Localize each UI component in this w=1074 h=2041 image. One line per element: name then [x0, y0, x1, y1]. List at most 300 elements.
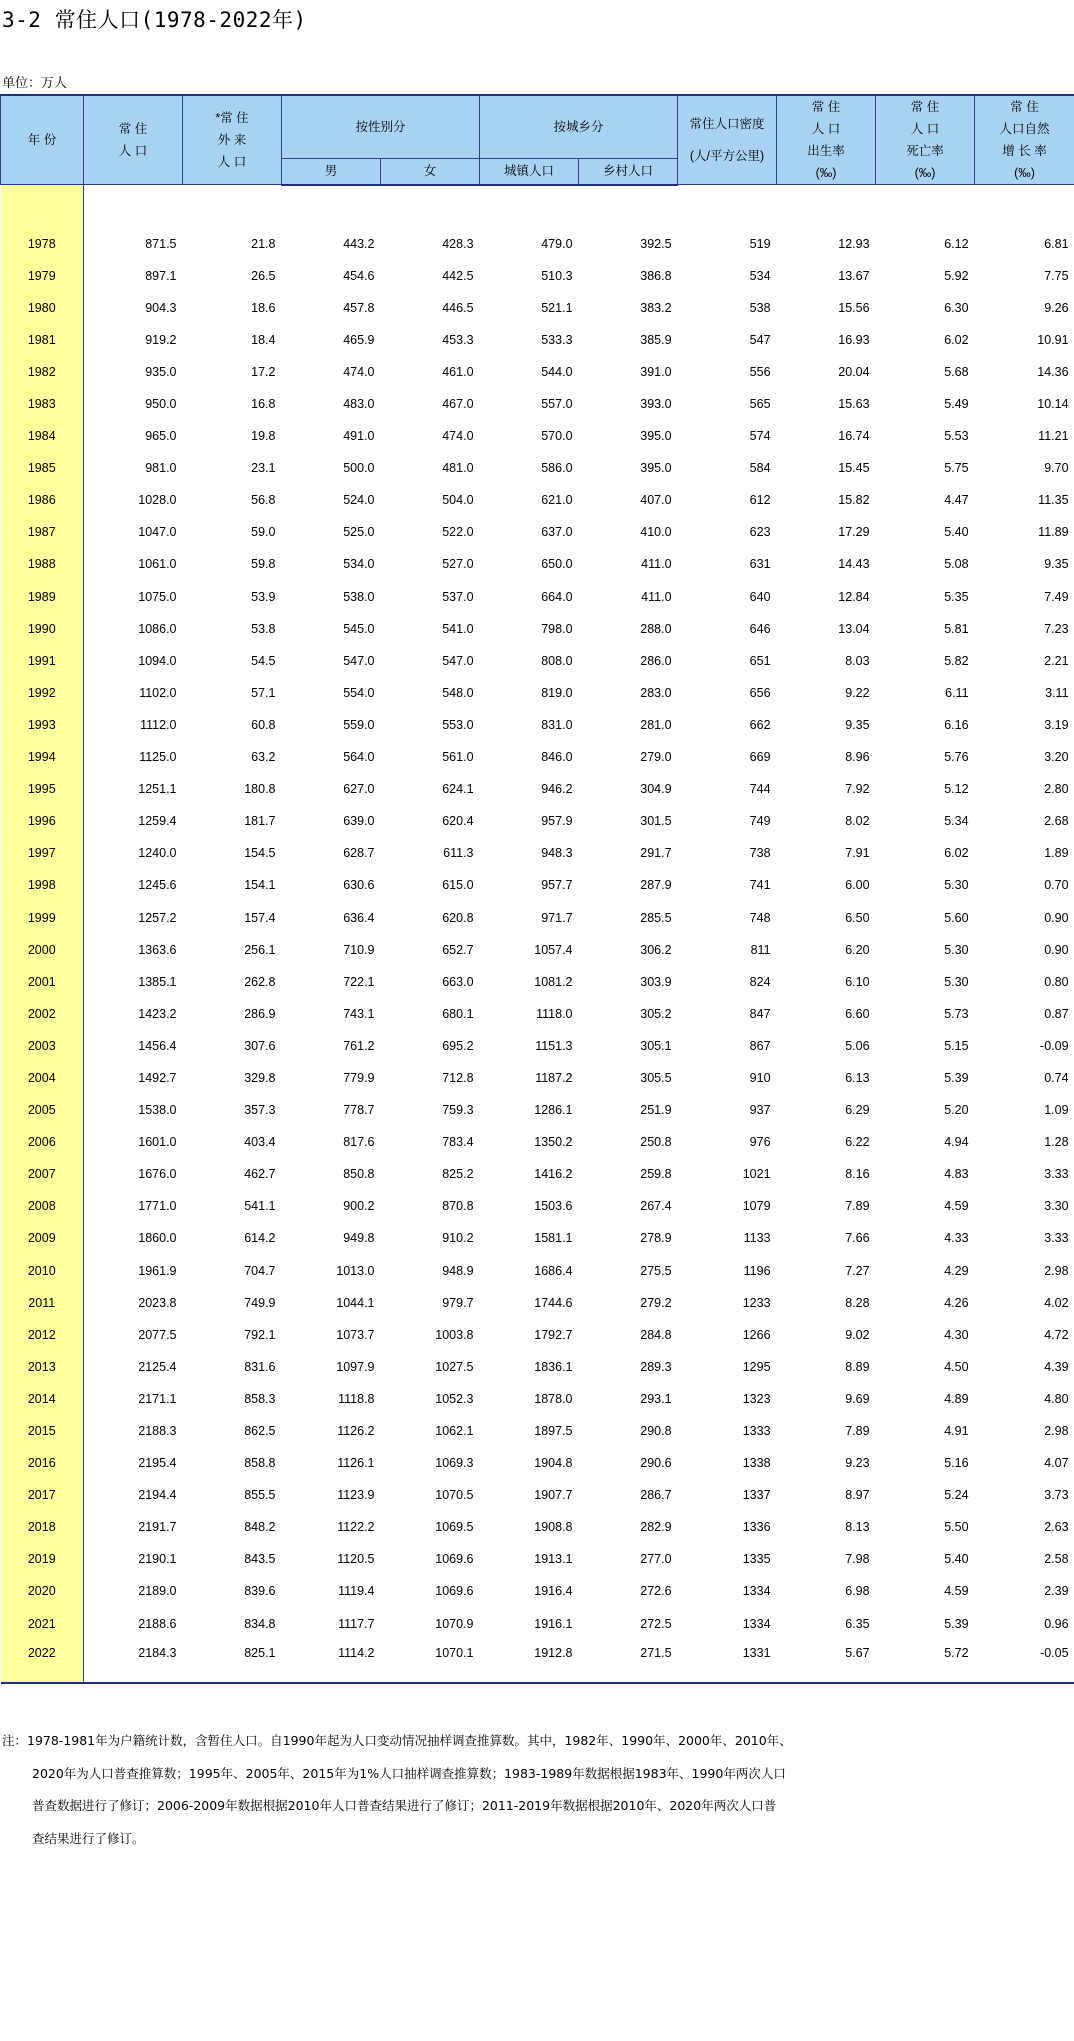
table-row — [1, 292, 1074, 324]
cell-urban: 1350.2 — [534, 1135, 573, 1150]
cell-death-rate: 5.40 — [944, 525, 969, 540]
cell-density: 847 — [749, 1006, 771, 1021]
cell-growth-rate: 3.30 — [1044, 1199, 1069, 1214]
cell-female: 561.0 — [442, 750, 474, 765]
cell-male: 1122.2 — [337, 1520, 375, 1535]
cell-birth-rate: 17.29 — [838, 525, 870, 540]
cell-death-rate: 5.53 — [944, 429, 969, 444]
cell-density: 1331 — [678, 1640, 777, 1683]
cell-migrant: 18.6 — [251, 300, 276, 315]
cell-growth-rate: -0.05 — [975, 1640, 1074, 1683]
cell-resident: 935.0 — [145, 364, 177, 379]
cell-year: 1987 — [1, 516, 84, 548]
table-row — [1, 837, 1074, 869]
table-row — [1, 1415, 1074, 1447]
cell-male: 457.8 — [343, 300, 375, 315]
cell-female: 527.0 — [442, 557, 474, 572]
cell-migrant: 704.7 — [244, 1263, 276, 1278]
cell-growth-rate: 6.81 — [1044, 236, 1069, 251]
cell-migrant: 843.5 — [244, 1552, 276, 1567]
cell-rural: 271.5 — [579, 1640, 678, 1683]
cell-density: 1266 — [742, 1327, 771, 1342]
cell-death-rate: 5.30 — [944, 942, 969, 957]
cell-birth-rate: 15.56 — [838, 300, 870, 315]
cell-resident: 2188.6 — [138, 1616, 177, 1631]
cell-birth-rate: 9.22 — [845, 685, 870, 700]
cell-year: 1979 — [1, 260, 84, 292]
cell-rural: 303.9 — [640, 974, 672, 989]
cell-urban: 544.0 — [541, 364, 573, 379]
cell-rural: 283.0 — [640, 685, 672, 700]
cell-urban: 521.1 — [541, 300, 573, 315]
cell-female: 467.0 — [442, 397, 474, 412]
cell-rural: 306.2 — [640, 942, 672, 957]
cell-birth-rate: 6.20 — [845, 942, 870, 957]
cell-death-rate: 5.68 — [944, 364, 969, 379]
cell-female: 453.3 — [442, 332, 474, 347]
cell-migrant: 157.4 — [244, 910, 276, 925]
cell-death-rate: 4.29 — [944, 1263, 969, 1278]
cell-urban: 1057.4 — [534, 942, 573, 957]
cell-resident: 1257.2 — [138, 910, 177, 925]
cell-urban: 1913.1 — [534, 1552, 573, 1567]
cell-female: 825.2 — [442, 1167, 474, 1182]
cell-rural: 291.7 — [640, 846, 672, 861]
header-death-rate: 常 住 人 口 死亡率 (‰) — [876, 95, 975, 185]
cell-resident: 1028.0 — [138, 493, 177, 508]
cell-death-rate: 5.24 — [944, 1488, 969, 1503]
cell-migrant: 307.6 — [244, 1038, 276, 1053]
cell-migrant: 614.2 — [244, 1231, 276, 1246]
cell-migrant: 462.7 — [244, 1167, 276, 1182]
table-row — [1, 1447, 1074, 1479]
cell-year: 1983 — [1, 388, 84, 420]
cell-density: 1323 — [742, 1391, 771, 1406]
cell-male: 627.0 — [343, 782, 375, 797]
cell-migrant: 181.7 — [244, 814, 276, 829]
cell-resident: 1492.7 — [138, 1070, 177, 1085]
cell-female: 948.9 — [442, 1263, 474, 1278]
cell-urban: 1187.2 — [535, 1070, 573, 1085]
cell-year: 1997 — [1, 837, 84, 869]
cell-rural: 272.6 — [640, 1584, 672, 1599]
cell-year: 1985 — [1, 452, 84, 484]
cell-resident: 2171.1 — [138, 1391, 177, 1406]
cell-migrant: 23.1 — [251, 461, 276, 476]
cell-resident: 919.2 — [145, 332, 177, 347]
cell-birth-rate: 7.89 — [845, 1199, 870, 1214]
cell-urban: 586.0 — [541, 461, 573, 476]
cell-rural: 277.0 — [640, 1552, 672, 1567]
cell-growth-rate: 11.35 — [1038, 493, 1069, 508]
cell-male: 1123.9 — [337, 1488, 375, 1503]
cell-birth-rate: 7.92 — [845, 782, 870, 797]
cell-female: 783.4 — [442, 1135, 474, 1150]
cell-year: 2014 — [1, 1383, 84, 1415]
header-migrant: *常 住 外 来 人 口 — [183, 95, 282, 185]
cell-male: 779.9 — [343, 1070, 375, 1085]
cell-urban: 479.0 — [541, 236, 573, 251]
cell-rural: 250.8 — [640, 1135, 672, 1150]
cell-migrant: 839.6 — [244, 1584, 276, 1599]
cell-death-rate: 5.16 — [944, 1456, 969, 1471]
cell-male: 559.0 — [343, 717, 375, 732]
cell-rural: 288.0 — [640, 621, 672, 636]
header-female: 女 — [381, 159, 480, 185]
cell-birth-rate: 8.28 — [845, 1295, 870, 1310]
cell-migrant: 26.5 — [251, 268, 276, 283]
cell-growth-rate: 2.63 — [1044, 1520, 1069, 1535]
cell-growth-rate: 2.58 — [1044, 1552, 1069, 1567]
cell-rural: 251.9 — [640, 1103, 672, 1118]
cell-year: 1992 — [1, 677, 84, 709]
cell-year: 2001 — [1, 966, 84, 998]
cell-birth-rate: 14.43 — [838, 557, 870, 572]
cell-year: 1978 — [1, 228, 84, 260]
cell-death-rate: 5.50 — [944, 1520, 969, 1535]
cell-birth-rate: 13.04 — [838, 621, 870, 636]
cell-birth-rate: 9.23 — [845, 1456, 870, 1471]
cell-year: 2011 — [1, 1287, 84, 1319]
cell-rural: 282.9 — [640, 1520, 672, 1535]
header-year: 年 份 — [1, 95, 84, 185]
cell-density: 1133 — [743, 1231, 771, 1246]
cell-rural: 290.8 — [640, 1424, 672, 1439]
cell-growth-rate: 9.26 — [1044, 300, 1069, 315]
table-row — [1, 581, 1074, 613]
cell-year: 2015 — [1, 1415, 84, 1447]
cell-male: 743.1 — [343, 1006, 375, 1021]
table-row — [1, 998, 1074, 1030]
cell-male: 761.2 — [343, 1038, 375, 1053]
cell-growth-rate: 7.49 — [1044, 589, 1069, 604]
cell-resident: 2195.4 — [138, 1456, 177, 1471]
header-urban: 城镇人口 — [480, 159, 579, 185]
cell-urban: 1907.7 — [534, 1488, 573, 1503]
cell-resident: 897.1 — [145, 268, 177, 283]
cell-birth-rate: 8.89 — [845, 1359, 870, 1374]
cell-resident: 2188.3 — [138, 1424, 177, 1439]
cell-urban: 1836.1 — [534, 1359, 573, 1374]
cell-male: 1126.1 — [337, 1456, 375, 1471]
cell-male: 547.0 — [343, 653, 375, 668]
cell-migrant: 19.8 — [251, 429, 276, 444]
cell-birth-rate: 15.63 — [838, 397, 870, 412]
table-row — [1, 1255, 1074, 1287]
cell-migrant: 17.2 — [251, 364, 276, 379]
cell-urban: 570.0 — [541, 429, 573, 444]
cell-death-rate: 4.83 — [944, 1167, 969, 1182]
cell-growth-rate: 7.75 — [1044, 268, 1069, 283]
cell-growth-rate: 14.36 — [1037, 364, 1069, 379]
cell-death-rate: 6.02 — [944, 332, 969, 347]
cell-growth-rate: 1.89 — [1044, 846, 1069, 861]
cell-death-rate: 5.12 — [944, 782, 969, 797]
cell-urban: 1286.1 — [534, 1103, 573, 1118]
cell-year: 2016 — [1, 1447, 84, 1479]
cell-year: 2006 — [1, 1126, 84, 1158]
cell-growth-rate: 9.70 — [1044, 461, 1069, 476]
cell-rural: 305.1 — [640, 1038, 672, 1053]
cell-rural: 395.0 — [640, 461, 672, 476]
cell-year: 2005 — [1, 1094, 84, 1126]
cell-growth-rate: 1.09 — [1044, 1103, 1069, 1118]
cell-migrant: 262.8 — [244, 974, 276, 989]
cell-density: 623 — [749, 525, 771, 540]
cell-birth-rate: 6.13 — [845, 1070, 870, 1085]
cell-density: 1233 — [742, 1295, 771, 1310]
cell-birth-rate: 8.03 — [845, 653, 870, 668]
cell-urban: 1118.0 — [536, 1006, 573, 1021]
cell-female: 547.0 — [442, 653, 474, 668]
cell-density: 1336 — [742, 1520, 771, 1535]
cell-female: 481.0 — [442, 461, 474, 476]
cell-density: 1334 — [742, 1616, 771, 1631]
cell-death-rate: 4.33 — [944, 1231, 969, 1246]
cell-death-rate: 5.39 — [944, 1616, 969, 1631]
cell-birth-rate: 7.98 — [845, 1552, 870, 1567]
cell-female: 910.2 — [442, 1231, 474, 1246]
cell-migrant: 53.8 — [251, 621, 276, 636]
cell-birth-rate: 6.00 — [845, 878, 870, 893]
cell-migrant: 541.1 — [244, 1199, 276, 1214]
cell-birth-rate: 6.60 — [845, 1006, 870, 1021]
cell-birth-rate: 6.22 — [845, 1135, 870, 1150]
cell-growth-rate: 0.90 — [1044, 910, 1069, 925]
header-density: 常住人口密度 (人/平方公里) — [678, 95, 777, 185]
cell-urban: 1686.4 — [534, 1263, 573, 1278]
cell-death-rate: 4.50 — [944, 1359, 969, 1374]
cell-male: 1073.7 — [336, 1327, 375, 1342]
cell-female: 712.8 — [442, 1070, 474, 1085]
cell-growth-rate: 4.72 — [1044, 1327, 1069, 1342]
cell-death-rate: 4.30 — [944, 1327, 969, 1342]
cell-density: 748 — [749, 910, 771, 925]
cell-year: 2007 — [1, 1158, 84, 1190]
cell-female: 1069.6 — [435, 1584, 474, 1599]
cell-male: 639.0 — [343, 814, 375, 829]
cell-urban: 1897.5 — [534, 1424, 573, 1439]
cell-year: 2000 — [1, 934, 84, 966]
cell-density: 1079 — [742, 1199, 771, 1214]
cell-urban: 831.0 — [541, 717, 573, 732]
cell-male: 817.6 — [343, 1135, 375, 1150]
cell-female: 541.0 — [442, 621, 474, 636]
cell-rural: 279.0 — [640, 750, 672, 765]
cell-female: 446.5 — [442, 300, 474, 315]
cell-year: 2012 — [1, 1319, 84, 1351]
cell-death-rate: 5.75 — [944, 461, 969, 476]
table-body — [1, 185, 1074, 1683]
cell-density: 574 — [749, 429, 771, 444]
cell-birth-rate: 16.93 — [838, 332, 870, 347]
cell-death-rate: 6.30 — [944, 300, 969, 315]
cell-year: 1991 — [1, 645, 84, 677]
table-row — [1, 966, 1074, 998]
cell-death-rate: 5.08 — [944, 557, 969, 572]
cell-density: 1334 — [742, 1584, 771, 1599]
cell-resident: 965.0 — [145, 429, 177, 444]
cell-male: 1120.5 — [337, 1552, 375, 1567]
cell-urban: 533.3 — [541, 332, 573, 347]
cell-density: 744 — [749, 782, 771, 797]
cell-death-rate: 5.15 — [944, 1038, 969, 1053]
cell-female: 1070.1 — [381, 1640, 480, 1683]
cell-urban: 946.2 — [541, 782, 573, 797]
cell-female: 615.0 — [442, 878, 474, 893]
cell-migrant: 403.4 — [244, 1135, 276, 1150]
cell-male: 722.1 — [343, 974, 375, 989]
cell-death-rate: 6.12 — [944, 236, 969, 251]
cell-birth-rate: 16.74 — [838, 429, 870, 444]
cell-rural: 386.8 — [640, 268, 672, 283]
cell-urban: 1503.6 — [534, 1199, 573, 1214]
cell-birth-rate: 20.04 — [838, 364, 870, 379]
cell-density: 612 — [749, 493, 771, 508]
cell-migrant: 154.5 — [244, 846, 276, 861]
cell-female: 1062.1 — [435, 1424, 474, 1439]
cell-migrant: 59.8 — [251, 557, 276, 572]
cell-density: 1338 — [742, 1456, 771, 1471]
cell-year: 1984 — [1, 420, 84, 452]
cell-male: 483.0 — [343, 397, 375, 412]
cell-male: 454.6 — [343, 268, 375, 283]
cell-death-rate: 4.26 — [944, 1295, 969, 1310]
cell-male: 778.7 — [343, 1103, 375, 1118]
table-row — [1, 677, 1074, 709]
cell-migrant: 56.8 — [251, 493, 276, 508]
cell-growth-rate: 3.19 — [1044, 717, 1069, 732]
table-row — [1, 1543, 1074, 1575]
cell-rural: 267.4 — [640, 1199, 672, 1214]
cell-density: 1021 — [742, 1167, 771, 1182]
cell-male: 465.9 — [343, 332, 375, 347]
cell-male: 1097.9 — [336, 1359, 375, 1374]
cell-migrant: 57.1 — [251, 685, 276, 700]
cell-urban: 971.7 — [541, 910, 573, 925]
cell-growth-rate: 2.39 — [1044, 1584, 1069, 1599]
cell-density: 640 — [749, 589, 771, 604]
cell-rural: 286.0 — [640, 653, 672, 668]
cell-urban: 1904.8 — [534, 1456, 573, 1471]
table-row — [1, 388, 1074, 420]
table-row — [1, 260, 1074, 292]
cell-density: 584 — [749, 461, 771, 476]
cell-rural: 410.0 — [640, 525, 672, 540]
cell-birth-rate: 6.10 — [845, 974, 870, 989]
cell-growth-rate: 4.39 — [1044, 1359, 1069, 1374]
cell-birth-rate: 12.84 — [838, 589, 870, 604]
cell-growth-rate: 7.23 — [1044, 621, 1069, 636]
cell-year: 2019 — [1, 1543, 84, 1575]
cell-rural: 305.2 — [640, 1006, 672, 1021]
cell-male: 710.9 — [343, 942, 375, 957]
cell-resident: 871.5 — [145, 236, 177, 251]
cell-male: 554.0 — [343, 685, 375, 700]
cell-rural: 281.0 — [640, 717, 672, 732]
cell-density: 534 — [749, 268, 771, 283]
cell-female: 611.3 — [443, 846, 474, 861]
cell-male: 443.2 — [343, 236, 375, 251]
table-row — [1, 1062, 1074, 1094]
cell-rural: 385.9 — [640, 332, 672, 347]
cell-resident: 981.0 — [145, 461, 177, 476]
cell-rural: 285.5 — [640, 910, 672, 925]
cell-male: 524.0 — [343, 493, 375, 508]
cell-birth-rate: 6.29 — [845, 1103, 870, 1118]
cell-density: 1295 — [742, 1359, 771, 1374]
cell-urban: 637.0 — [541, 525, 573, 540]
table-row — [1, 645, 1074, 677]
cell-urban: 1151.3 — [535, 1038, 573, 1053]
header-birth-rate: 常 住 人 口 出生率 (‰) — [777, 95, 876, 185]
cell-migrant: 16.8 — [251, 397, 276, 412]
cell-resident: 1125.0 — [139, 750, 177, 765]
table-row — [1, 1351, 1074, 1383]
cell-death-rate: 5.72 — [876, 1640, 975, 1683]
cell-death-rate: 5.40 — [944, 1552, 969, 1567]
cell-urban: 819.0 — [541, 685, 573, 700]
cell-migrant: 749.9 — [244, 1295, 276, 1310]
cell-urban: 1792.7 — [534, 1327, 573, 1342]
cell-death-rate: 6.16 — [944, 717, 969, 732]
cell-density: 738 — [749, 846, 771, 861]
cell-resident: 1385.1 — [138, 974, 177, 989]
footnote-line: 2020年为人口普查推算数；1995年、2005年、2015年为1%人口抽样调查推算数；1983-1989年数据根据1983年、1990年两次人口 — [32, 1765, 786, 1781]
cell-death-rate: 5.49 — [944, 397, 969, 412]
cell-density: 565 — [749, 397, 771, 412]
table-row — [1, 1030, 1074, 1062]
cell-urban: 1581.1 — [534, 1231, 573, 1246]
cell-death-rate: 4.91 — [944, 1424, 969, 1439]
cell-urban: 1878.0 — [534, 1391, 573, 1406]
cell-birth-rate: 8.97 — [845, 1488, 870, 1503]
cell-urban: 1744.6 — [534, 1295, 573, 1310]
cell-growth-rate: 4.02 — [1044, 1295, 1069, 1310]
cell-growth-rate: 11.21 — [1038, 429, 1069, 444]
cell-year: 2020 — [1, 1575, 84, 1607]
cell-resident: 1771.0 — [138, 1199, 177, 1214]
page-title: 3-2 常住人口(1978-2022年) — [2, 8, 307, 32]
cell-year: 2013 — [1, 1351, 84, 1383]
cell-rural: 279.2 — [640, 1295, 672, 1310]
cell-density: 910 — [749, 1070, 771, 1085]
cell-male: 628.7 — [343, 846, 375, 861]
cell-rural: 301.5 — [640, 814, 672, 829]
cell-urban: 557.0 — [541, 397, 573, 412]
cell-year: 2009 — [1, 1222, 84, 1254]
cell-migrant: 54.5 — [251, 653, 276, 668]
cell-urban: 948.3 — [541, 846, 573, 861]
cell-urban: 808.0 — [541, 653, 573, 668]
cell-rural: 392.5 — [640, 236, 672, 251]
cell-density: 631 — [749, 557, 771, 572]
cell-growth-rate: 11.89 — [1038, 525, 1069, 540]
table-row — [1, 805, 1074, 837]
cell-migrant: 858.3 — [244, 1391, 276, 1406]
cell-resident: 2077.5 — [138, 1327, 177, 1342]
cell-birth-rate: 5.06 — [845, 1038, 870, 1053]
cell-resident: 2191.7 — [138, 1520, 177, 1535]
cell-rural: 293.1 — [640, 1391, 672, 1406]
cell-resident: 1538.0 — [138, 1103, 177, 1118]
cell-birth-rate: 9.35 — [845, 717, 870, 732]
cell-birth-rate: 6.35 — [845, 1616, 870, 1631]
cell-female: 1070.9 — [435, 1616, 474, 1631]
cell-female: 624.1 — [442, 782, 474, 797]
cell-female: 979.7 — [442, 1295, 474, 1310]
cell-birth-rate: 7.91 — [845, 846, 870, 861]
